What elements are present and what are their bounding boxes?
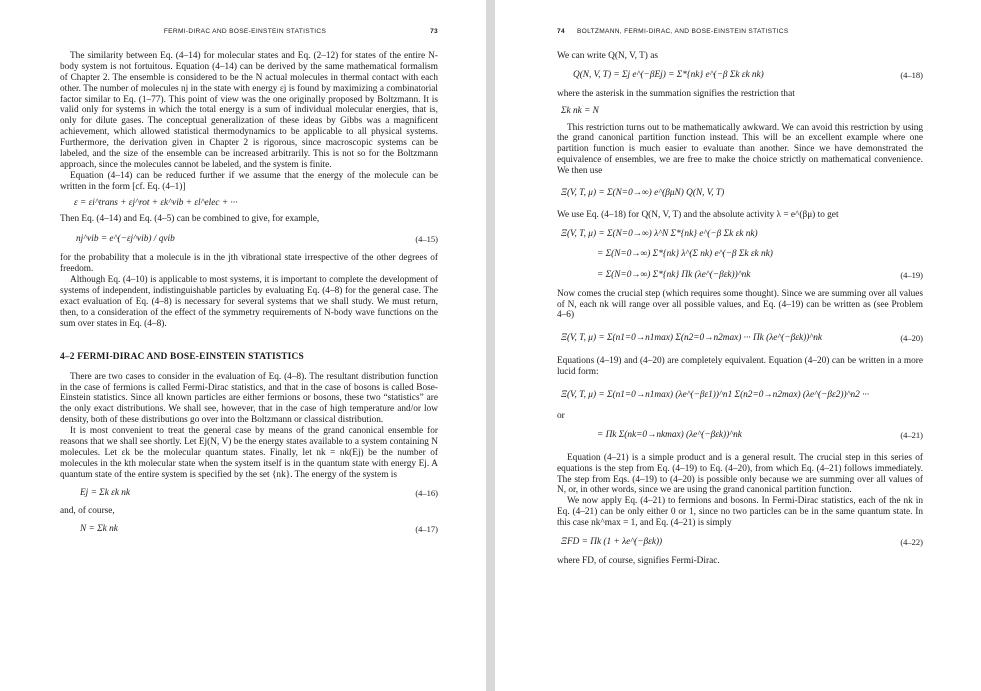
page-number: 74 <box>557 28 565 35</box>
paragraph: Although Eq. (4–10) is applicable to most systems, it is important to complete the development of systems of independent, indistinguishable particles by evaluating Eq. (4–8) for the general case. The exact evaluation of Eq. (4–8) is necessary for several systems that we shall study. We must return, then, to a consideration of the effect of the symmetry requirements of N-body wave functions on the sum over states in Eq. (4–8). <box>60 275 438 329</box>
paragraph: We can write Q(N, V, T) as <box>557 50 658 61</box>
equation <box>557 244 923 265</box>
paragraph: where FD, of course, signifies Fermi-Dirac. <box>557 556 720 566</box>
paragraph: We now apply Eq. (4–21) to fermions and bosons. In Fermi-Dirac statistics, each of the nk in Eq. (4–21) can be only either 0 or 1, since no two particles can be in the same quantum state. In this case nk^max = 1, and Eq. (4–21) is simply <box>557 496 923 529</box>
equation-body: Ξ(V, T, μ) = Σ(N=0→∞) λ^N Σ*{nk} e^(−β Σk εk nk) <box>561 228 758 239</box>
equation-number: (4–21) <box>900 429 923 440</box>
paragraph: and, of course, <box>60 505 115 516</box>
equation <box>557 422 923 453</box>
equation <box>557 265 923 289</box>
equation <box>557 177 923 210</box>
equation-body: Q(N, V, T) = Σj e^(−βEj) = Σ*{nk} e^(−β Σk εk nk) <box>573 69 764 80</box>
equation-body: Ej = Σk εk nk <box>80 487 131 498</box>
equation-body: Ξ(V, T, μ) = Σ(n1=0→n1max) Σ(n2=0→n2max) ··· Πk (λe^(−βεk))^nk <box>561 333 822 344</box>
equation-body: Ξ(V, T, μ) = Σ(N=0→∞) e^(βμN) Q(N, V, T) <box>561 188 725 199</box>
paragraph: Then Eq. (4–14) and Eq. (4–5) can be combined to give, for example, <box>60 213 320 224</box>
right-page <box>495 0 981 691</box>
page-gutter <box>486 0 495 691</box>
equation-number: (4–22) <box>900 537 923 548</box>
equation-number: (4–15) <box>415 233 438 244</box>
equation <box>60 517 438 542</box>
equation <box>557 221 923 244</box>
paragraph: Now comes the crucial step (which requires some thought). Since we are summing over all values of N, each nk will range over all possible values, and Eq. (4–19) can be written as (see Problem 4–6) <box>557 288 923 321</box>
paragraph: There are two cases to consider in the evaluation of Eq. (4–8). The resultant distribution function in the case of fermions is called Fermi-Dirac statistics, and that in the case of bosons is called Bose-Einstein statistics. Since all known particles are either fermions or bosons, these two “statistics” are the only exact distributions. We shall see, however, that in the case of high temperature and/or low density, both of these distributions go over into the Boltzmann or classical distribution. <box>60 371 438 426</box>
equation <box>557 321 923 356</box>
equation-number: (4–16) <box>415 487 438 498</box>
equation-body: = Σ(N=0→∞) Σ*{nk} λ^(Σ nk) e^(−β Σk εk nk) <box>597 248 773 259</box>
or-text: or <box>557 410 565 421</box>
page-number: 73 <box>430 28 438 35</box>
running-head <box>557 27 923 38</box>
equation <box>557 378 923 411</box>
equation-body: Σk nk = N <box>561 105 599 116</box>
equation-number: (4–17) <box>415 523 438 534</box>
paragraph: where the asterisk in the summation signifies the restriction that <box>557 88 795 99</box>
equation <box>60 225 438 254</box>
equation <box>557 529 923 556</box>
equation <box>60 193 438 214</box>
equation-number: (4–18) <box>900 69 923 80</box>
equation <box>557 62 923 89</box>
equation-body: N = Σk nk <box>80 523 118 534</box>
header-title: BOLTZMANN, FERMI-DIRAC, AND BOSE-EINSTEIN STATISTICS <box>576 28 789 35</box>
equation-body: nj^vib = e^(−εj^vib) / qvib <box>76 233 175 244</box>
running-head <box>60 27 438 38</box>
equation-body: = Σ(N=0→∞) Σ*{nk} Πk (λe^(−βεk))^nk <box>597 269 751 280</box>
paragraph: for the probability that a molecule is in the jth vibrational state irrespective of the other degrees of freedom. <box>60 253 438 275</box>
paragraph: Equations (4–19) and (4–20) are completely equivalent. Equation (4–20) can be written in a more lucid form: <box>557 356 923 378</box>
paragraph: We use Eq. (4–18) for Q(N, V, T) and the absolute activity λ = e^(βμ) to get <box>557 209 839 220</box>
paragraph: Equation (4–14) can be reduced further if we assume that the energy of the molecule can be written in the form [cf. Eq. (4–1)] <box>60 170 438 192</box>
equation-body: = Πk Σ(nk=0→nkmax) (λe^(−βεk))^nk <box>597 429 742 440</box>
paragraph: This restriction turns out to be mathematically awkward. We can avoid this restriction by using the grand canonical partition function instead. This will be an excellent example where one partition function is much easier to evaluate than another. Since we have demonstrated the equivalence of ensembles, we are free to make the choice strictly on mathematical convenience. We then use <box>557 122 923 177</box>
equation-body: ΞFD = Πk (1 + λe^(−βεk)) <box>561 537 663 548</box>
section-heading: 4–2 FERMI-DIRAC AND BOSE-EINSTEIN STATISTICS <box>60 351 304 362</box>
equation-number: (4–19) <box>900 269 923 280</box>
paragraph: Equation (4–21) is a simple product and is a general result. The crucial step in this series of equations is the step from Eq. (4–19) to Eq. (4–20), from which Eq. (4–21) follows immediately. The step from Eqs. (4–19) to (4–20) is possible only because we are summing over all values of N, or, in other words, since we are using the grand canonical partition function. <box>557 452 923 496</box>
equation <box>557 100 923 123</box>
paragraph: The similarity between Eq. (4–14) for molecular states and Eq. (2–12) for states of the entire N-body system is not fortuitous. Equation (4–14) can be derived by the same mathematical formalism of Chapter 2. The ensemble is considered to be the N actual molecules in thermal contact with each other. The number of molecules nj in the state with energy εj is found by maximizing a combinatorial factor similar to Eq. (1–77). This point of view was the one originally proposed by Boltzmann. It is valid only for systems in which the total energy is a sum of individual molecular energies, that is, only for dilute gases. The conceptual generalization of these ideas by Gibbs was a magnificent achievement, which allowed statistical thermodynamics to be applicable to all physical systems. Furthermore, the derivation given in Chapter 2 is rigorous, since macroscopic systems can be labeled, and the size of the ensemble can be increased arbitrarily. This is not so for the Boltzmann approach, since the molecules cannot be labeled, and the system is finite. <box>60 50 438 170</box>
header-title: FERMI-DIRAC AND BOSE-EINSTEIN STATISTICS <box>163 28 327 35</box>
equation-number: (4–20) <box>900 333 923 344</box>
equation <box>60 481 438 506</box>
equation-body: ε = εi^trans + εj^rot + εk^vib + εl^elec + ··· <box>74 197 238 208</box>
paragraph: It is most convenient to treat the general case by means of the grand canonical ensemble for reasons that we shall see shortly. Let Ej(N, V) be the energy states available to a system containing N molecules. Let εk be the molecular quantum states. Finally, let nk = nk(Ej) be the number of molecules in the kth molecular state when the system itself is in the quantum state with energy Ej. A quantum state of the entire system is specified by the set {nk}. The energy of the system is <box>60 426 438 480</box>
left-page <box>0 0 486 691</box>
equation-body: Ξ(V, T, μ) = Σ(n1=0→n1max) (λe^(−βε1))^n1 Σ(n2=0→n2max) (λe^(−βε2))^n2 ··· <box>561 390 870 401</box>
